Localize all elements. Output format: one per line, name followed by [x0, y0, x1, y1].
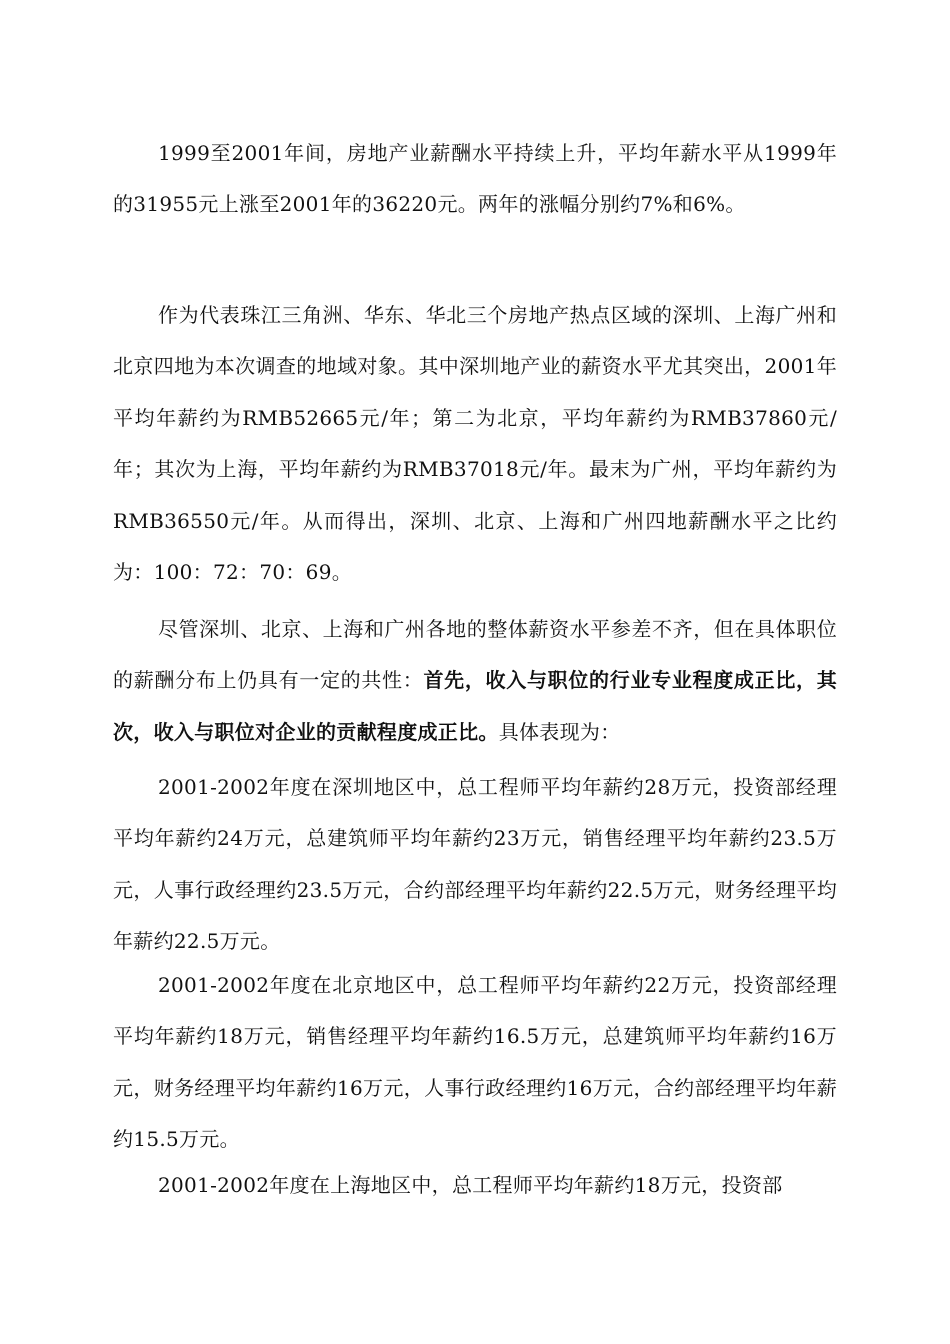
paragraph-salary-trend: 1999至2001年间，房地产业薪酬水平持续上升，平均年薪水平从1999年的31955元上涨至2001年的36220元。两年的涨幅分别约7%和6%。	[113, 141, 837, 217]
commonality-outro-text: 具体表现为：	[498, 719, 621, 744]
paragraph-shanghai-salaries: 2001-2002年度在上海地区中，总工程师平均年薪约18万元，投资部	[158, 1173, 783, 1197]
commonality-intro-text: 尽管深圳、北京、上海和广州各地的整体薪资水平参差不齐，但在具体职位的薪酬分布上仍具有一定的共性：	[113, 617, 837, 693]
paragraph-beijing-salaries: 2001-2002年度在北京地区中，总工程师平均年薪约22万元，投资部经理平均年薪约18万元，销售经理平均年薪约16.5万元，总建筑师平均年薪约16万元，财务经理平均年薪约16万元，人事行政经理约16万元，合约部经理平均年薪约15.5万元。	[113, 973, 837, 1152]
paragraph-commonality	[113, 604, 837, 758]
paragraph-regional-comparison: 作为代表珠江三角洲、华东、华北三个房地产热点区域的深圳、上海广州和北京四地为本次调查的地域对象。其中深圳地产业的薪资水平尤其突出，2001年平均年薪约为RMB52665元/年；第二为北京，平均年薪约为RMB37860元/年；其次为上海，平均年薪约为RMB37018元/年。最末为广州，平均年薪约为RMB36550元/年。从而得出，深圳、北京、上海和广州四地薪酬水平之比约为：100：72：70：69。	[113, 303, 837, 585]
commonality-bold-conclusion: 首先，收入与职位的行业专业程度成正比，其次，收入与职位对企业的贡献程度成正比。	[113, 668, 838, 744]
paragraph-shenzhen-salaries: 2001-2002年度在深圳地区中，总工程师平均年薪约28万元，投资部经理平均年薪约24万元，总建筑师平均年薪约23万元，销售经理平均年薪约23.5万元，人事行政经理约23.5万元，合约部经理平均年薪约22.5万元，财务经理平均年薪约22.5万元。	[113, 775, 837, 954]
